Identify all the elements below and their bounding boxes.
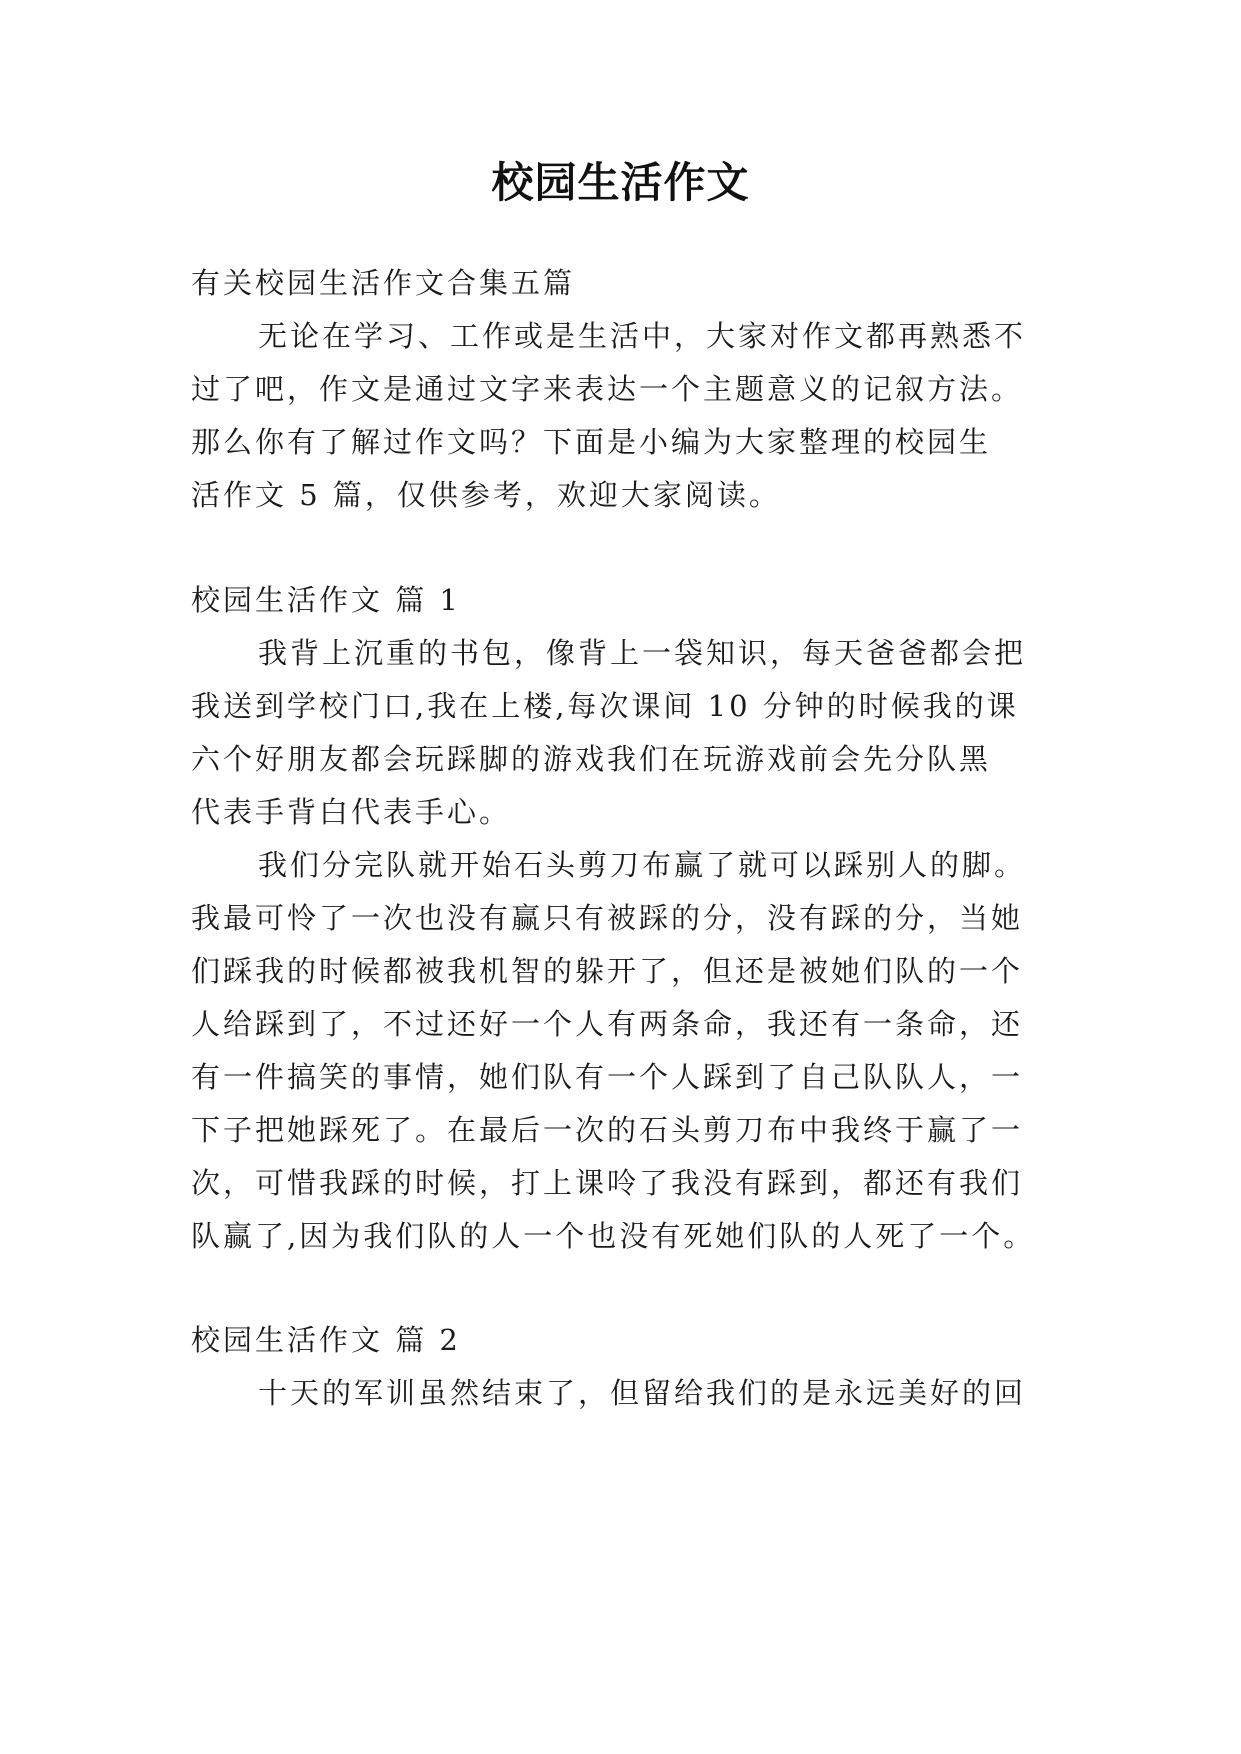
- paragraph-line: 代表手背白代表手心。: [191, 795, 512, 829]
- intro-line: 那么你有了解过作文吗？下面是小编为大家整理的校园生: [191, 425, 992, 459]
- paragraph-line: 队赢了,因为我们队的人一个也没有死她们队的人死了一个。: [191, 1219, 1036, 1253]
- paragraph-line: 我背上沉重的书包，像背上一袋知识，每天爸爸都会把: [258, 636, 1027, 670]
- section-heading: 校园生活作文 篇 1: [191, 583, 461, 617]
- paragraph-line: 们踩我的时候都被我机智的躲开了，但还是被她们队的一个: [191, 954, 1024, 988]
- paragraph-line: 有一件搞笑的事情，她们队有一个人踩到了自己队队人，一: [191, 1060, 1024, 1094]
- paragraph-line: 十天的军训虽然结束了，但留给我们的是永远美好的回: [258, 1376, 1027, 1410]
- paragraph-line: 六个好朋友都会玩踩脚的游戏我们在玩游戏前会先分队黑: [191, 742, 992, 776]
- intro-line: 过了吧，作文是通过文字来表达一个主题意义的记叙方法。: [191, 372, 1024, 406]
- document-title: 校园生活作文: [491, 158, 750, 207]
- paragraph-line: 我们分完队就开始石头剪刀布赢了就可以踩别人的脚。: [258, 848, 1027, 882]
- section-heading: 校园生活作文 篇 2: [191, 1323, 461, 1357]
- paragraph-line: 次，可惜我踩的时候，打上课呤了我没有踩到，都还有我们: [191, 1166, 1024, 1200]
- paragraph-line: 下子把她踩死了。在最后一次的石头剪刀布中我终于赢了一: [191, 1113, 1024, 1147]
- collection-subtitle: 有关校园生活作文合集五篇: [191, 266, 576, 300]
- paragraph-line: 我送到学校门口,我在上楼,每次课间 10 分钟的时候我的课: [191, 689, 1019, 723]
- paragraph-line: 我最可怜了一次也没有赢只有被踩的分，没有踩的分，当她: [191, 901, 1024, 935]
- intro-line: 活作文 5 篇，仅供参考，欢迎大家阅读。: [191, 478, 781, 512]
- paragraph-line: 人给踩到了，不过还好一个人有两条命，我还有一条命，还: [191, 1007, 1024, 1041]
- intro-line: 无论在学习、工作或是生活中，大家对作文都再熟悉不: [258, 319, 1027, 353]
